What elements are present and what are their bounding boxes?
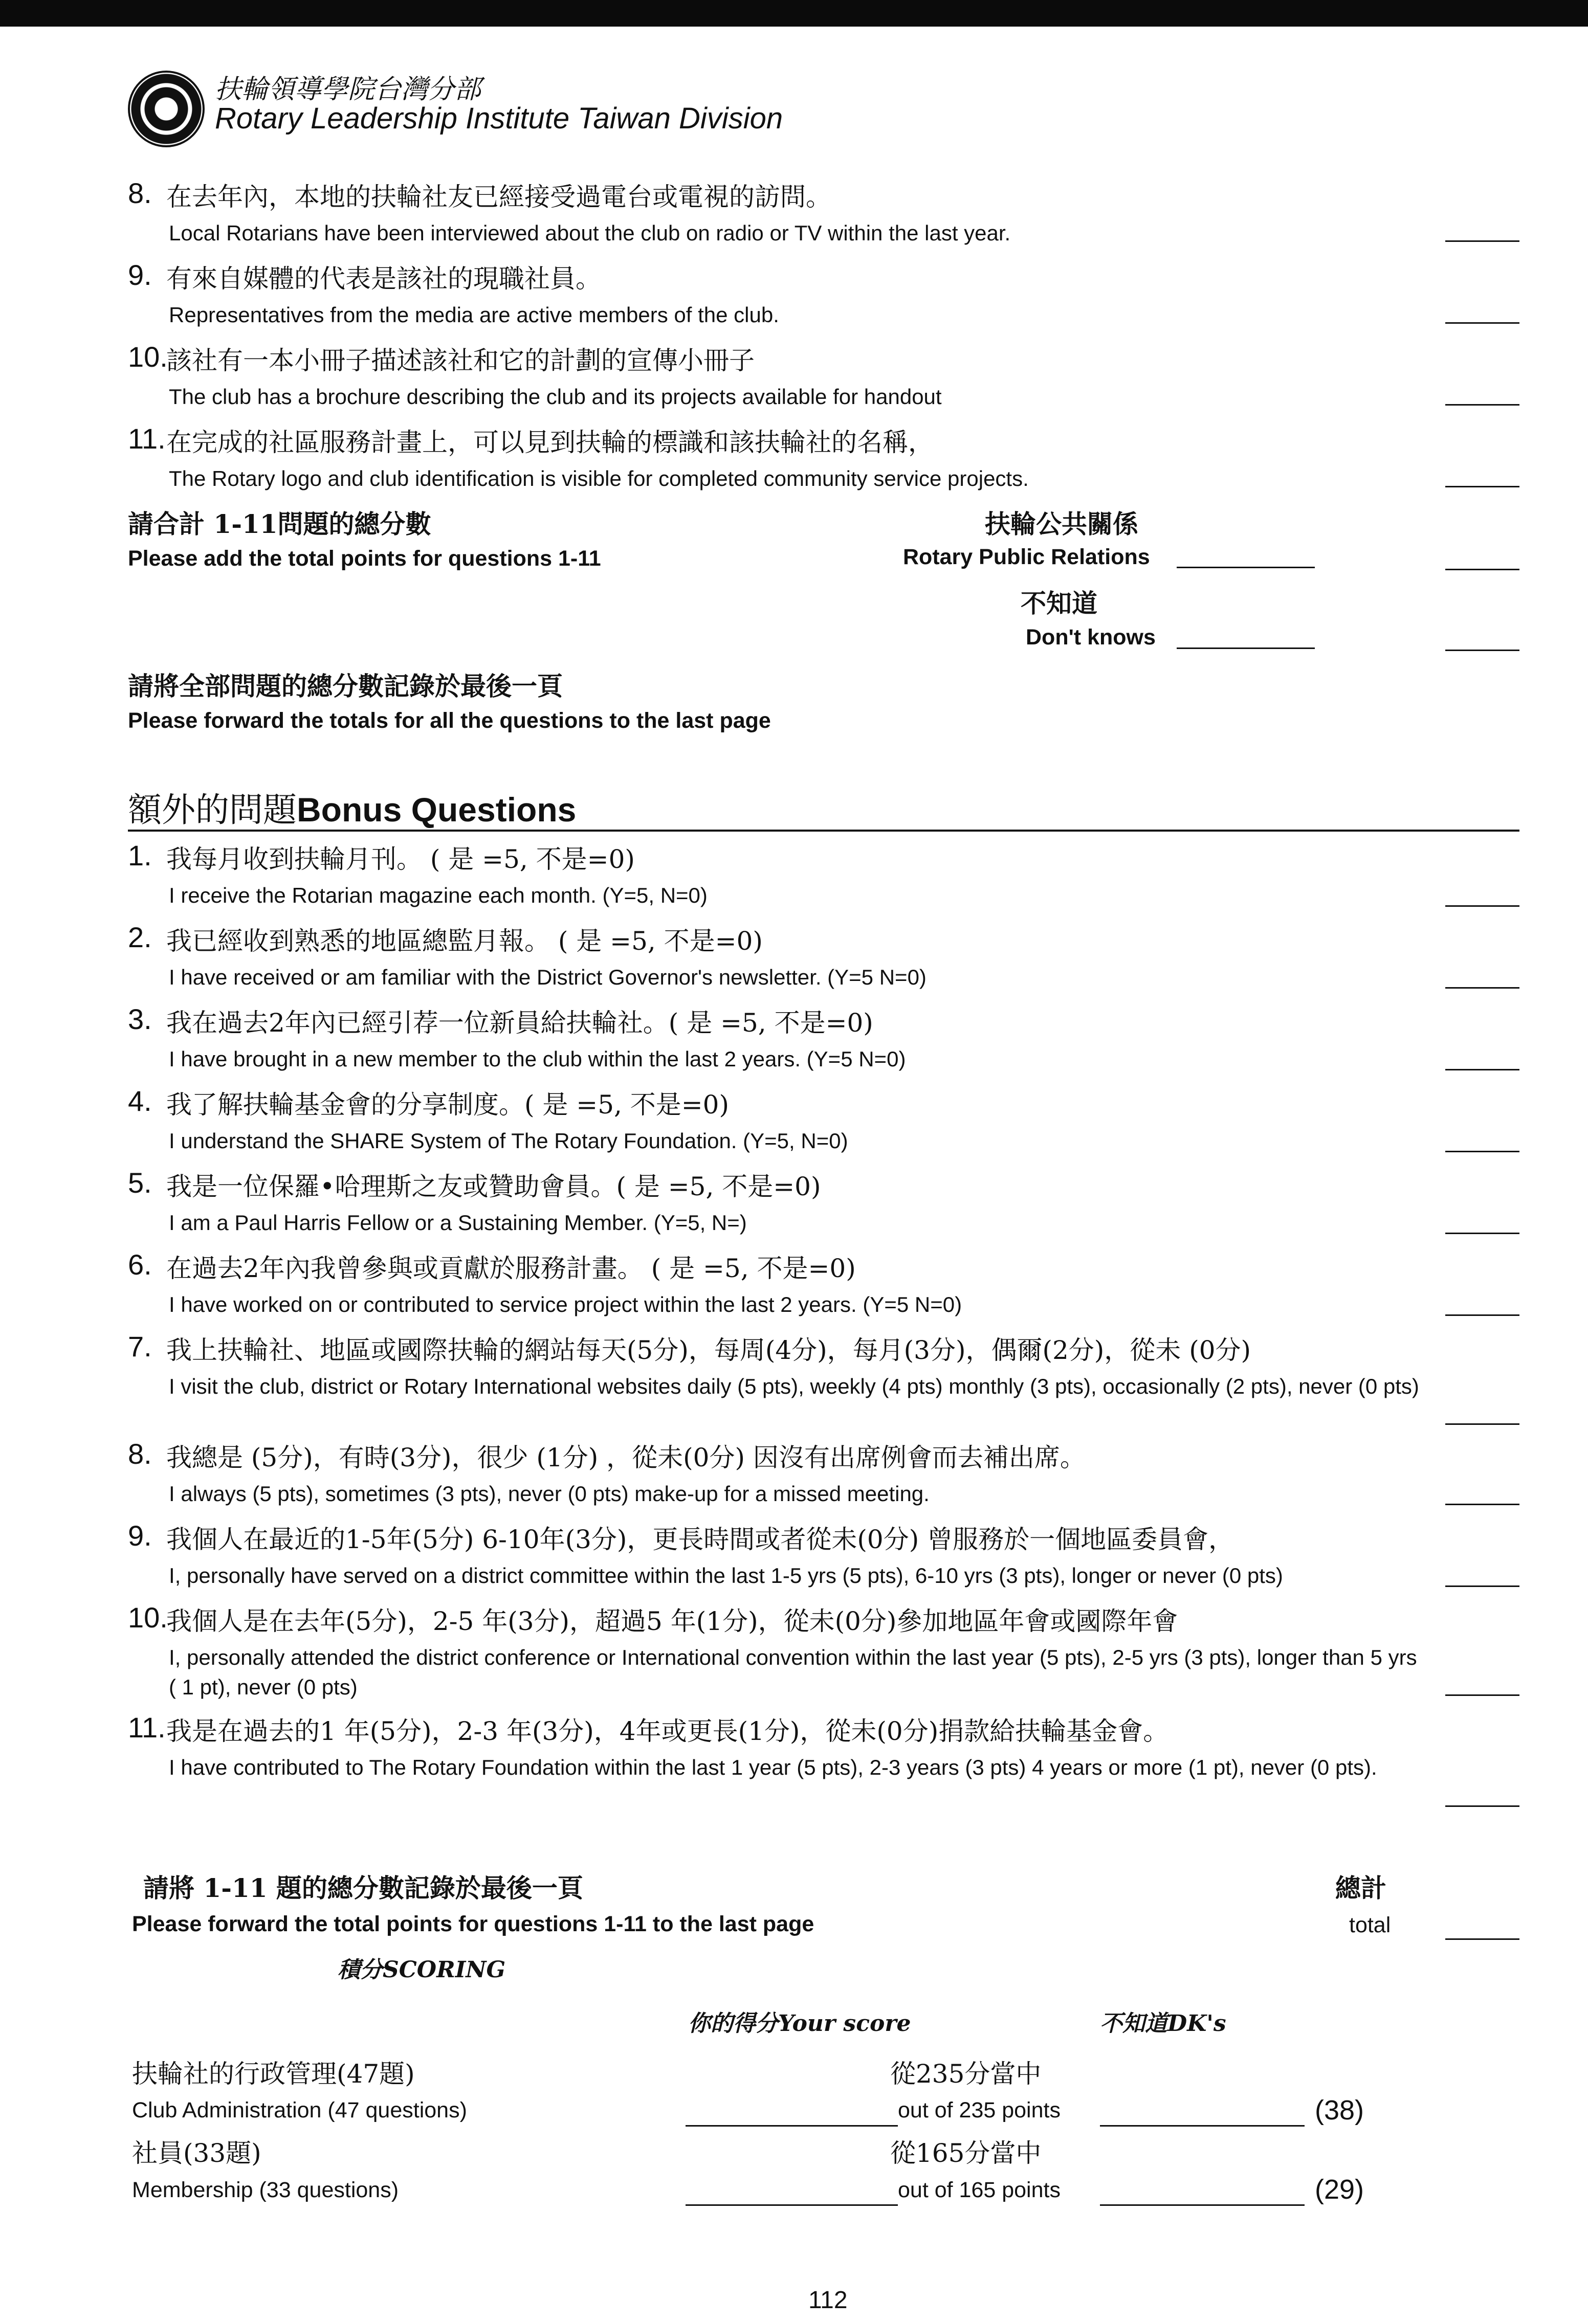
section-divider xyxy=(128,830,1519,832)
question-number: 1. xyxy=(128,839,152,872)
question-en: I have worked on or contributed to service project within the last 2 years. (Y=5 N=0) xyxy=(169,1292,962,1316)
question-number: 7. xyxy=(128,1330,152,1362)
bonus-section-title xyxy=(128,783,576,831)
question-zh: 該社有一本小冊子描述該社和它的計劃的宣傳小冊子 xyxy=(166,346,755,375)
dk-en: Don't knows xyxy=(1026,625,1156,650)
question-en: I have received or am familiar with the District Governor's newsletter. (Y=5 N=0) xyxy=(169,965,927,989)
question-zh: 我是在過去的1 年(5分)，2-3 年(3分)，4年或更長(1分)，從未(0分)捐款給扶輪基金會。 xyxy=(166,1716,1169,1746)
question-en: I understand the SHARE System of The Rotary Foundation. (Y=5, N=0) xyxy=(169,1129,848,1153)
answer-blank[interactable] xyxy=(1445,1805,1519,1807)
question-en: I always (5 pts), sometimes (3 pts), never (0 pts) make-up for a missed meeting. xyxy=(169,1482,930,1506)
rotary-logo-icon xyxy=(128,71,205,147)
question-number: 5. xyxy=(128,1167,152,1199)
answer-blank[interactable] xyxy=(1445,1585,1519,1587)
forward-zh: 請將全部問題的總分數記錄於最後一頁 xyxy=(128,671,563,701)
question-number: 3. xyxy=(128,1003,152,1035)
dk-zh: 不知道 xyxy=(1021,588,1097,618)
question-number: 6. xyxy=(128,1248,152,1281)
question-en: I, personally attended the district conference or International convention within the last year (5 pts), 2-5 yrs (3 pts), longer than 5 yrs ( 1 pt), never (0 pts) xyxy=(169,1645,1417,1699)
dk-blank[interactable] xyxy=(1177,647,1315,649)
top-border-bar xyxy=(0,0,1588,27)
question-number: 9. xyxy=(128,259,152,291)
question-zh: 在去年內，本地的扶輪社友已經接受過電台或電視的訪問。 xyxy=(166,182,831,212)
question-number: 9. xyxy=(128,1519,152,1552)
bonus-title-zh: 額外的問題 xyxy=(128,790,297,830)
scoring-row-zh: 扶輪社的行政管理(47題) xyxy=(132,2059,415,2089)
question-en: I am a Paul Harris Fellow or a Sustaining Member. (Y=5, N=) xyxy=(169,1211,747,1235)
question-number: 4. xyxy=(128,1085,152,1117)
your-score-header: 你的得分Your score xyxy=(688,2010,911,2037)
answer-blank[interactable] xyxy=(1445,905,1519,907)
dk-total-blank[interactable] xyxy=(1445,650,1519,651)
page-number: 112 xyxy=(808,2287,848,2314)
scoring-title: 積分SCORING xyxy=(338,1957,506,1983)
question-number: 8. xyxy=(128,1438,152,1470)
question-en: Local Rotarians have been interviewed about the club on radio or TV within the last year. xyxy=(169,221,1011,245)
category-total-blank[interactable] xyxy=(1445,569,1519,570)
category-en: Rotary Public Relations xyxy=(903,545,1150,569)
question-zh: 我已經收到熟悉的地區總監月報。 ( 是 =5, 不是=0) xyxy=(166,926,763,956)
question-en: Representatives from the media are active members of the club. xyxy=(169,303,779,327)
bonus-forward-zh: 請將 1-11 題的總分數記錄於最後一頁 xyxy=(143,1873,583,1903)
answer-blank[interactable] xyxy=(1445,1694,1519,1696)
question-number: 10. xyxy=(128,341,168,373)
scoring-row-pts-en: out of 165 points xyxy=(898,2178,1061,2202)
dk-count: (38) xyxy=(1315,2095,1364,2126)
answer-blank[interactable] xyxy=(1445,404,1519,406)
dk-blank[interactable] xyxy=(1100,2204,1305,2206)
question-en: The Rotary logo and club identification is visible for completed community service projects. xyxy=(169,466,1029,490)
category-zh: 扶輪公共關係 xyxy=(985,509,1138,539)
scoring-row-en: Membership (33 questions) xyxy=(132,2178,399,2202)
answer-blank[interactable] xyxy=(1445,1151,1519,1152)
scoring-row-zh: 社員(33題) xyxy=(132,2138,261,2168)
bonus-total-en: total xyxy=(1349,1913,1391,1937)
question-number: 10. xyxy=(128,1601,168,1634)
answer-blank[interactable] xyxy=(1445,240,1519,242)
question-number: 11. xyxy=(128,422,166,455)
scoring-row-en: Club Administration (47 questions) xyxy=(132,2098,467,2122)
question-zh: 我總是 (5分)，有時(3分)，很少 (1分) ，從未(0分) 因沒有出席例會而去補出席。 xyxy=(166,1443,1086,1472)
answer-blank[interactable] xyxy=(1445,1314,1519,1316)
scoring-row-pts-en: out of 235 points xyxy=(898,2098,1061,2122)
answer-blank[interactable] xyxy=(1445,987,1519,989)
question-zh: 在過去2年內我曾參與或貢獻於服務計畫。 ( 是 =5, 不是=0) xyxy=(166,1254,856,1283)
header-org-zh: 扶輪領導學院台灣分部 xyxy=(215,74,481,105)
answer-blank[interactable] xyxy=(1445,486,1519,487)
question-zh: 我每月收到扶輪月刊。 ( 是 =5, 不是=0) xyxy=(166,844,635,874)
add-total-en: Please add the total points for questions 1-11 xyxy=(128,546,601,571)
bonus-total-blank[interactable] xyxy=(1445,1938,1519,1940)
add-total-zh: 請合計 1-11問題的總分數 xyxy=(128,509,431,539)
question-number: 11. xyxy=(128,1711,166,1744)
score-blank[interactable] xyxy=(686,2125,898,2127)
question-zh: 在完成的社區服務計畫上，可以見到扶輪的標識和該扶輪社的名稱， xyxy=(166,428,934,457)
question-en: I have contributed to The Rotary Foundation within the last 1 year (5 pts), 2-3 years (3 pts) 4 years or more (1 pt), never (0 pts). xyxy=(169,1755,1377,1779)
question-en: I, personally have served on a district committee within the last 1-5 yrs (5 pts), 6-10 yrs (3 pts), longer or never (0 pts) xyxy=(169,1563,1283,1588)
question-zh: 我是一位保羅•哈理斯之友或贊助會員。( 是 =5, 不是=0) xyxy=(166,1172,821,1201)
answer-blank[interactable] xyxy=(1445,1423,1519,1425)
question-zh: 我上扶輪社、地區或國際扶輪的網站每天(5分)，每周(4分)，每月(3分)，偶爾(2分)，從未 (0分) xyxy=(166,1335,1251,1365)
answer-blank[interactable] xyxy=(1445,1069,1519,1070)
bonus-forward-en: Please forward the total points for questions 1-11 to the last page xyxy=(132,1912,814,1936)
scoring-row-pts-zh: 從235分當中 xyxy=(890,2059,1042,2089)
question-zh: 我在過去2年內已經引荐一位新員給扶輪社。( 是 =5, 不是=0) xyxy=(166,1008,873,1038)
question-zh: 我個人在最近的1-5年(5分) 6-10年(3分)，更長時間或者從未(0分) 曾服務於一個地區委員會， xyxy=(166,1525,1234,1554)
question-en: I have brought in a new member to the club within the last 2 years. (Y=5 N=0) xyxy=(169,1047,906,1071)
score-blank[interactable] xyxy=(686,2204,898,2206)
bonus-title-en: Bonus Questions xyxy=(297,791,577,829)
dk-count: (29) xyxy=(1315,2174,1364,2205)
question-en: The club has a brochure describing the club and its projects available for handout xyxy=(169,385,942,409)
answer-blank[interactable] xyxy=(1445,1233,1519,1234)
dk-blank[interactable] xyxy=(1100,2125,1305,2127)
header-org-en: Rotary Leadership Institute Taiwan Division xyxy=(215,102,783,135)
question-zh: 有來自媒體的代表是該社的現職社員。 xyxy=(166,264,601,294)
question-en: I visit the club, district or Rotary International websites daily (5 pts), weekly (4 pts) monthly (3 pts), occasionally (2 pts), never (0 pts) xyxy=(169,1374,1419,1398)
question-zh: 我個人是在去年(5分)，2-5 年(3分)，超過5 年(1分)，從未(0分)參加地區年會或國際年會 xyxy=(166,1606,1178,1636)
bonus-total-zh: 總計 xyxy=(1335,1873,1386,1903)
question-number: 2. xyxy=(128,921,152,953)
question-en: I receive the Rotarian magazine each month. (Y=5, N=0) xyxy=(169,883,708,907)
question-number: 8. xyxy=(128,177,152,209)
scoring-row-pts-zh: 從165分當中 xyxy=(890,2138,1042,2168)
answer-blank[interactable] xyxy=(1445,322,1519,324)
answer-blank[interactable] xyxy=(1445,1504,1519,1505)
category-blank[interactable] xyxy=(1177,567,1315,568)
forward-en: Please forward the totals for all the questions to the last page xyxy=(128,708,771,733)
dk-header: 不知道DK's xyxy=(1100,2010,1226,2037)
question-zh: 我了解扶輪基金會的分享制度。( 是 =5, 不是=0) xyxy=(166,1090,729,1120)
